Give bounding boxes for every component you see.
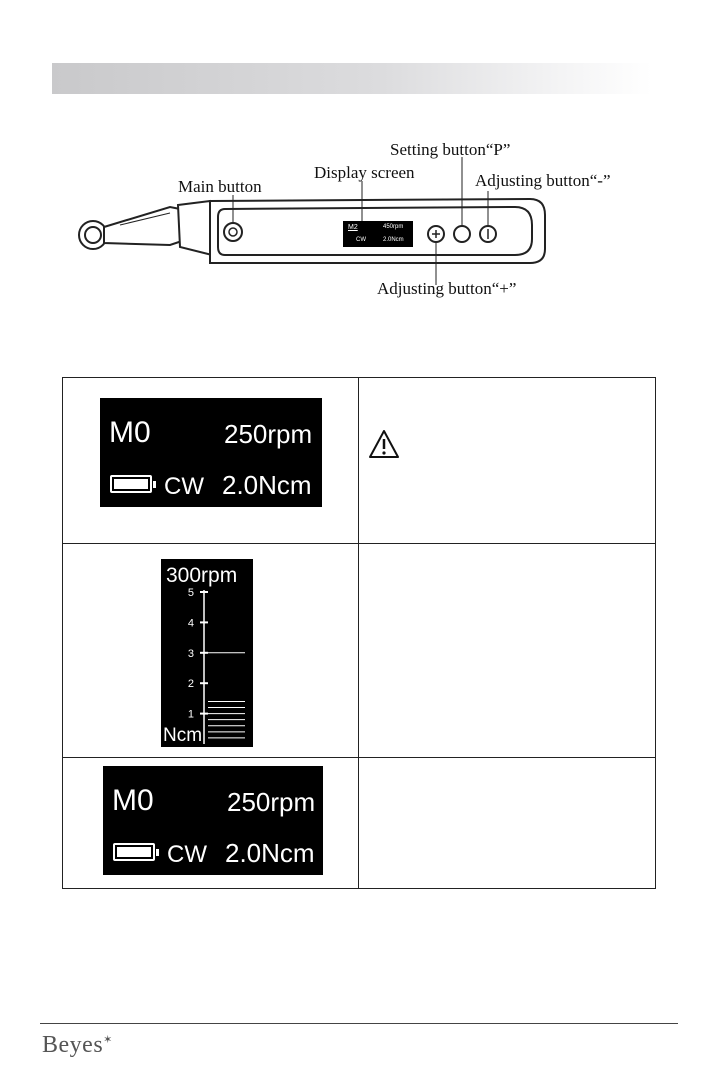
table-row-divider: [62, 757, 656, 758]
battery-icon: [113, 843, 155, 861]
adjusting-plus-label: Adjusting button“+”: [377, 279, 517, 298]
lcd-display-row3: [103, 766, 323, 875]
mini-display-mode: M2: [348, 224, 358, 231]
mini-display-torque: 2.0Ncm: [383, 237, 404, 243]
handpiece-diagram: [60, 135, 660, 325]
gauge-scale: [161, 559, 253, 747]
mode-label: M0: [112, 784, 154, 817]
mini-display-speed: 450rpm: [383, 224, 404, 230]
gauge-tick-label: 4: [187, 617, 194, 630]
speed-value: 250rpm: [224, 419, 313, 449]
table-column-divider: [358, 377, 359, 889]
mini-display-direction: CW: [356, 237, 366, 243]
setting-button-label: Setting button“P”: [390, 140, 511, 159]
section-header-bar: [52, 63, 652, 94]
torque-value: 2.0Ncm: [225, 838, 315, 868]
gauge-tick-label: 2: [187, 678, 194, 691]
brand-logo: Beyes✶: [42, 1032, 113, 1058]
gauge-tick-label: 5: [187, 587, 194, 599]
battery-icon: [110, 475, 152, 493]
lcd-display-row1: [100, 398, 322, 507]
gauge-tick-label: 1: [187, 708, 194, 721]
speed-value: 250rpm: [227, 787, 316, 817]
torque-value: 2.0Ncm: [222, 470, 312, 500]
mode-label: M0: [109, 416, 151, 449]
gauge-title: 300rpm: [166, 564, 238, 587]
p-button-icon: [454, 226, 470, 242]
warning-icon: [368, 429, 400, 459]
display-screen-label: Display screen: [314, 163, 415, 182]
torque-gauge: [161, 559, 253, 747]
gauge-tick-label: 3: [187, 647, 194, 660]
footer-rule: [40, 1023, 678, 1024]
main-button-label: Main button: [178, 177, 262, 196]
gauge-unit: Ncm: [163, 725, 203, 746]
adjusting-minus-label: Adjusting button“-”: [475, 171, 611, 190]
direction-label: CW: [164, 473, 204, 500]
direction-label: CW: [167, 841, 207, 868]
table-row-divider: [62, 543, 656, 544]
